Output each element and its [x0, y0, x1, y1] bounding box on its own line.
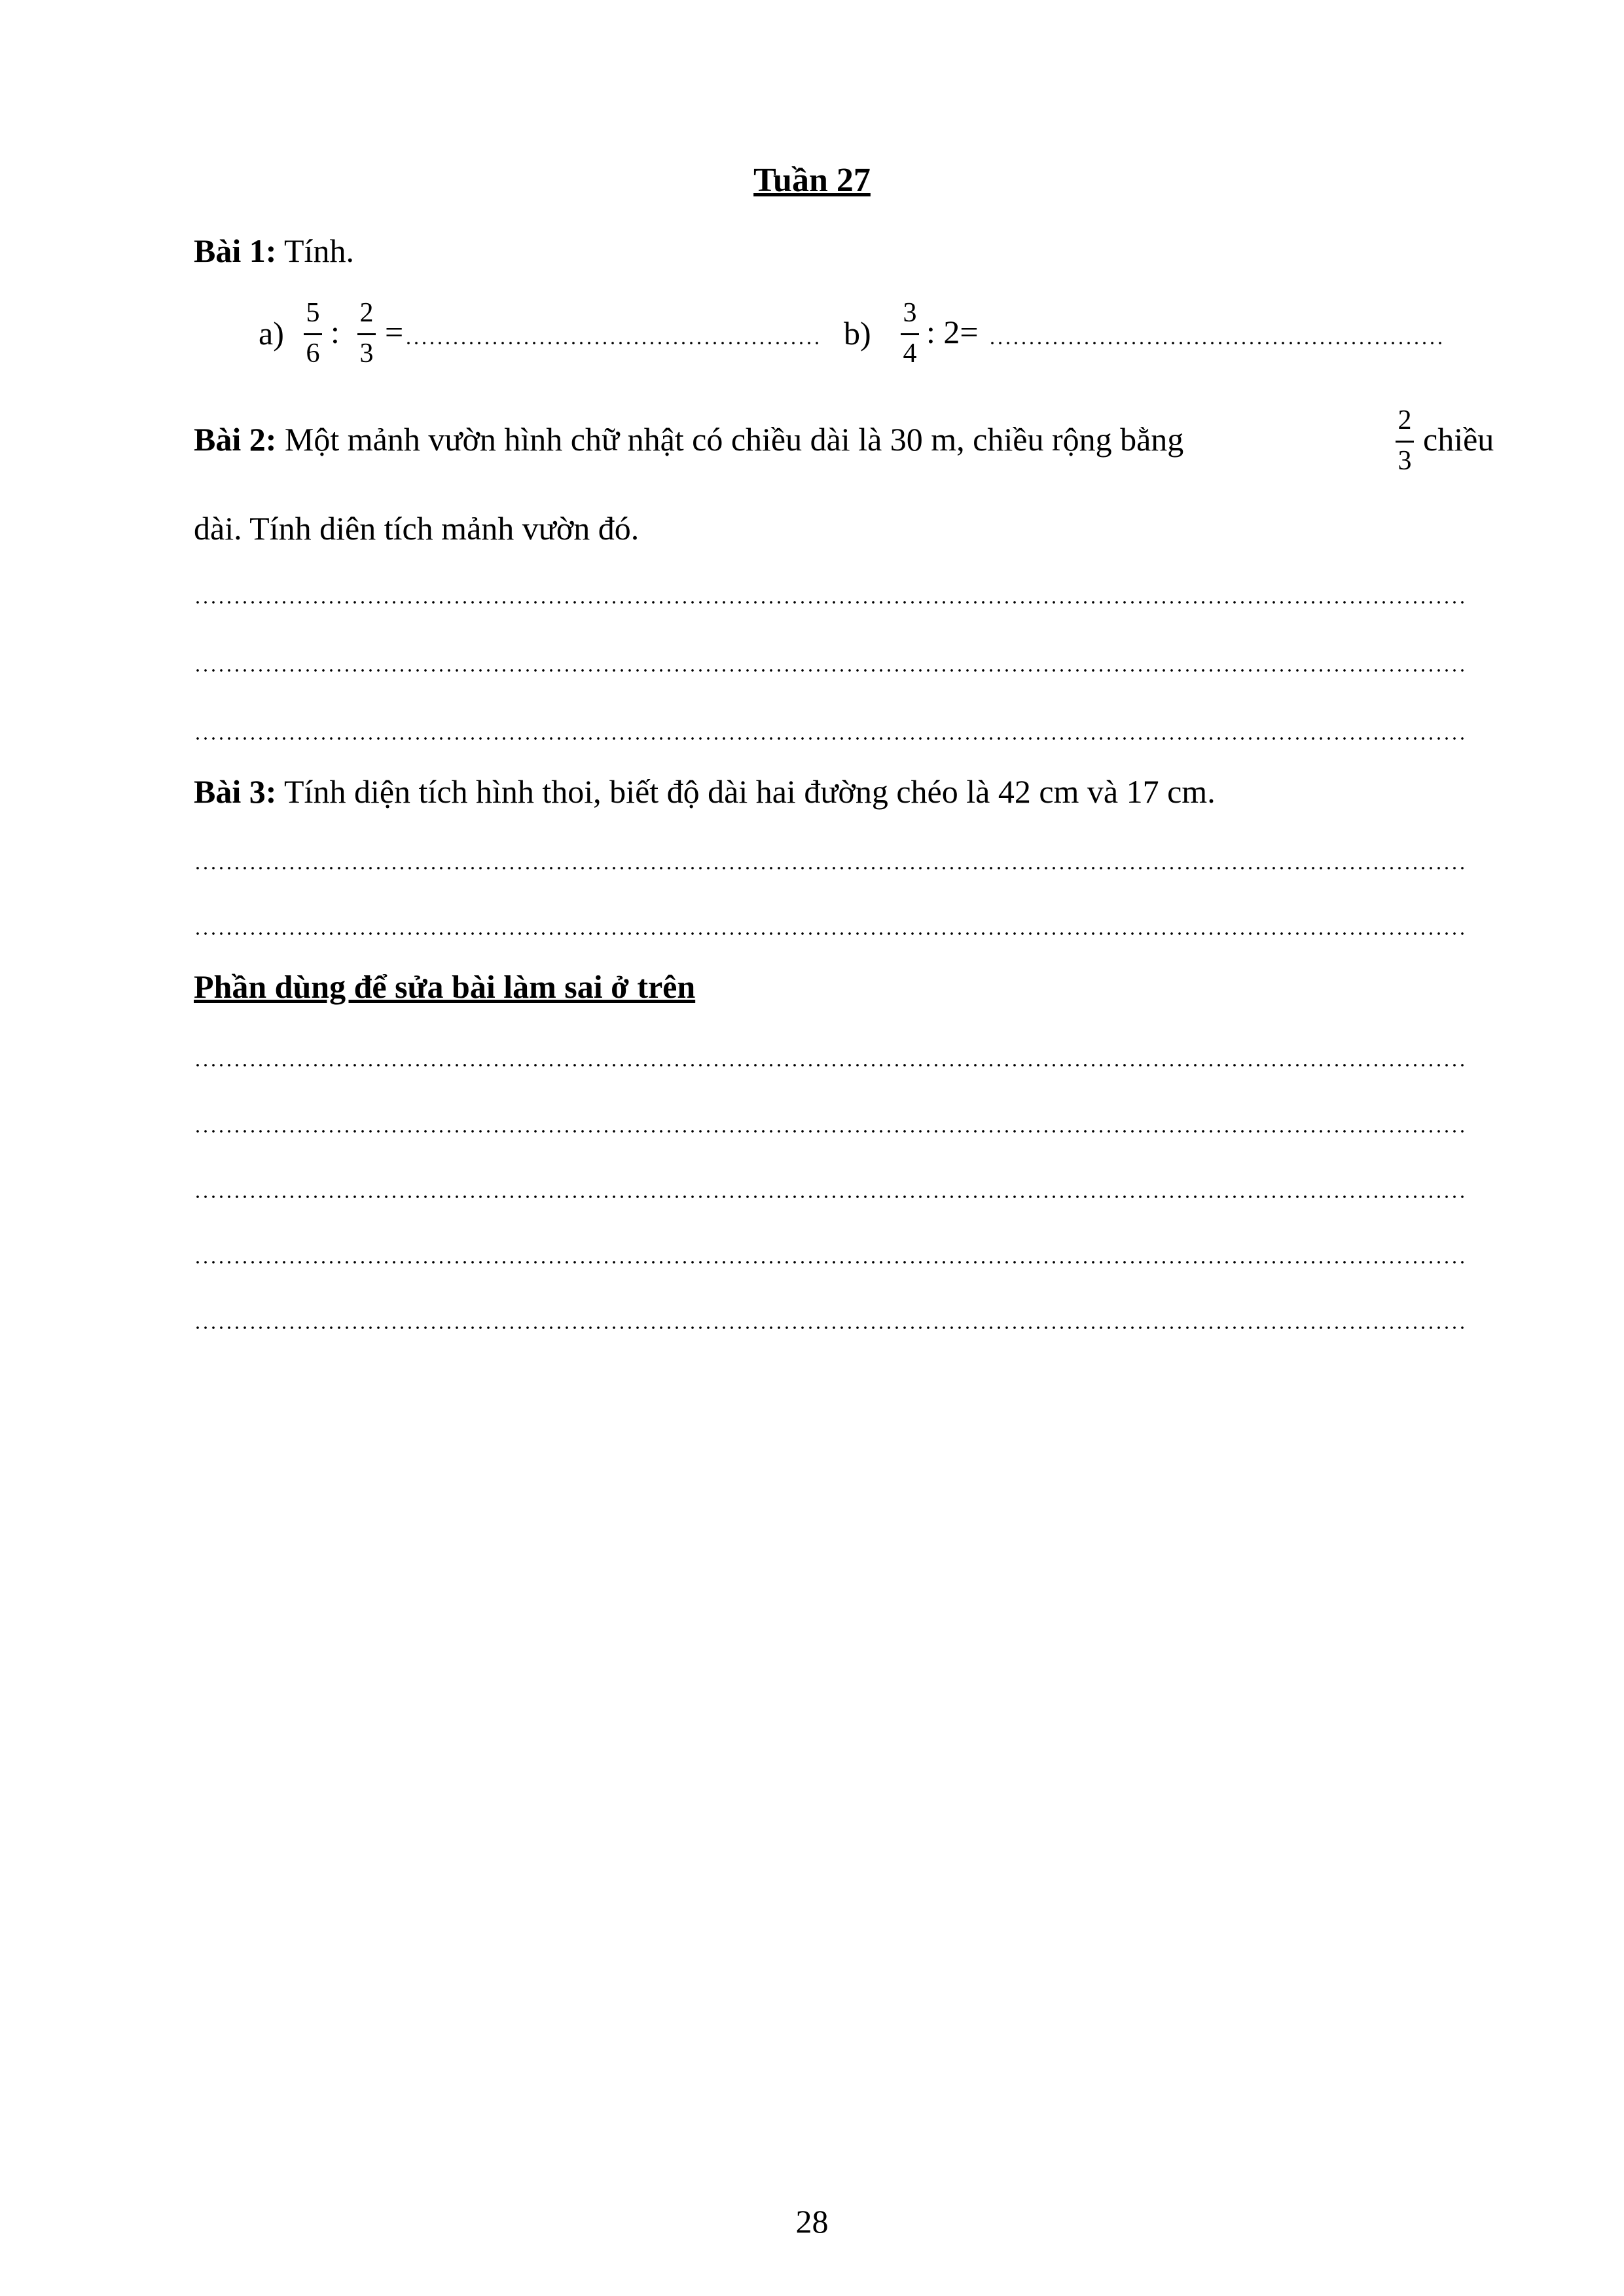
exercise-1a-label: a): [259, 315, 284, 352]
exercise-2-answer-line-2[interactable]: [194, 669, 1466, 672]
fraction-denominator: 3: [359, 338, 374, 369]
correction-line-2[interactable]: [194, 1130, 1466, 1133]
exercise-3-heading: [194, 773, 1216, 811]
correction-line-5[interactable]: [194, 1326, 1466, 1329]
exercise-1-heading: [194, 232, 354, 270]
exercise-2-answer-line-3[interactable]: [194, 737, 1466, 740]
fraction-numerator: 2: [1398, 405, 1412, 435]
fraction-bar: [357, 333, 376, 335]
exercise-2-answer-line-1[interactable]: [194, 601, 1466, 604]
fraction-bar: [304, 333, 322, 335]
exercise-3-label: Bài 3:: [194, 773, 277, 810]
fraction-numerator: 3: [903, 298, 917, 328]
correction-line-4[interactable]: [194, 1261, 1466, 1264]
exercise-2-line-1: [194, 420, 1183, 458]
fraction-denominator: 6: [306, 338, 320, 369]
exercise-1b-label: b): [844, 315, 871, 352]
exercise-2-text-1: Một mảnh vườn hình chữ nhật có chiều dài là 30 m, chiều rộng bằng: [284, 421, 1184, 458]
fraction-denominator: 3: [1398, 446, 1412, 476]
exercise-2-text-after: chiều: [1423, 421, 1494, 458]
exercise-1a-operator: :: [331, 314, 340, 350]
exercise-2-label: Bài 2:: [194, 421, 277, 458]
exercise-1-text: Tính.: [284, 232, 354, 269]
exercise-3-text: Tính diện tích hình thoi, biết độ dài hai đường chéo là 42 cm và 17 cm.: [284, 773, 1216, 810]
exercise-1b-answer-line[interactable]: [988, 342, 1447, 344]
correction-line-1[interactable]: [194, 1064, 1466, 1066]
page-number: 28: [795, 2203, 829, 2240]
fraction-numerator: 5: [306, 298, 320, 328]
fraction-numerator: 2: [359, 298, 374, 328]
fraction-denominator: 4: [903, 338, 917, 369]
exercise-3-answer-line-2[interactable]: [194, 932, 1466, 935]
exercise-1b-rest: : 2=: [926, 314, 979, 350]
exercise-1-label: Bài 1:: [194, 232, 277, 269]
exercise-2-line-2: dài. Tính diên tích mảnh vườn đó.: [194, 510, 640, 547]
exercise-1a-answer-line[interactable]: [405, 342, 821, 344]
page-title: Tuần 27: [753, 162, 871, 199]
correction-line-3[interactable]: [194, 1195, 1466, 1198]
exercise-3-answer-line-1[interactable]: [194, 867, 1466, 869]
correction-section-title: Phần dùng để sửa bài làm sai ở trên: [194, 968, 696, 1005]
fraction-bar: [1396, 441, 1414, 443]
fraction-bar: [901, 333, 919, 335]
exercise-1a-equals: =: [385, 314, 404, 350]
